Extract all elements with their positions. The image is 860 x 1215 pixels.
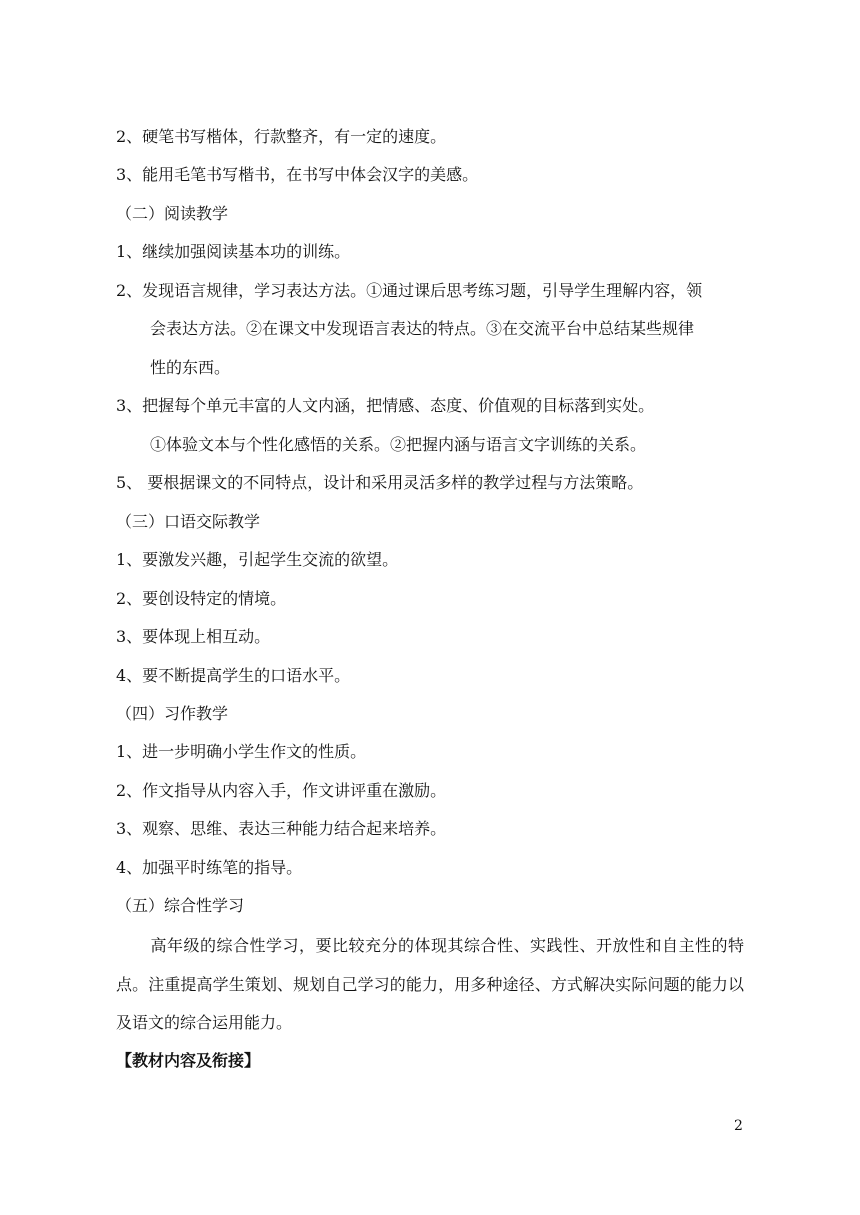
text-line: 1、继续加强阅读基本功的训练。 xyxy=(116,242,351,261)
text-line: 性的东西。 xyxy=(150,358,231,377)
text-line: 3、观察、思维、表达三种能力结合起来培养。 xyxy=(116,819,447,838)
text-line: 3、能用毛笔书写楷书，在书写中体会汉字的美感。 xyxy=(116,165,479,184)
section-heading: （三）口语交际教学 xyxy=(116,512,261,531)
section-heading: （四）习作教学 xyxy=(116,704,229,723)
page-number: 2 xyxy=(734,1118,743,1134)
text-line: 1、进一步明确小学生作文的性质。 xyxy=(116,742,367,761)
text-line: 4、要不断提高学生的口语水平。 xyxy=(116,666,351,685)
bold-heading: 【教材内容及衔接】 xyxy=(116,1051,261,1070)
text-line: 会表达方法。②在课文中发现语言表达的特点。③在交流平台中总结某些规律 xyxy=(150,319,695,338)
text-line: 5、 要根据课文的不同特点，设计和采用灵活多样的教学过程与方法策略。 xyxy=(116,473,644,492)
text-line: 4、加强平时练笔的指导。 xyxy=(116,858,303,877)
paragraph-text: 高年级的综合性学习，要比较充分的体现其综合性、实践性、开放性和自主性的特点。注重提高学生策划、规划自己学习的能力，用多种途径、方式解决实际问题的能力以及语文的综合运用能力。 xyxy=(116,936,744,1032)
text-line: 3、要体现上相互动。 xyxy=(116,627,271,646)
body-paragraph xyxy=(116,927,744,1043)
text-line: 2、要创设特定的情境。 xyxy=(116,589,287,608)
text-line: 2、作文指导从内容入手，作文讲评重在激励。 xyxy=(116,781,447,800)
section-heading: （五）综合性学习 xyxy=(116,896,245,915)
text-line: 1、要激发兴趣，引起学生交流的欲望。 xyxy=(116,550,399,569)
text-line: 2、硬笔书写楷体，行款整齐，有一定的速度。 xyxy=(116,127,447,146)
text-line: 2、发现语言规律，学习表达方法。①通过课后思考练习题，引导学生理解内容，领 xyxy=(116,281,703,300)
text-line: ①体验文本与个性化感悟的关系。②把握内涵与语言文字训练的关系。 xyxy=(150,435,647,454)
section-heading: （二）阅读教学 xyxy=(116,204,229,223)
text-line: 3、把握每个单元丰富的人文内涵，把情感、态度、价值观的目标落到实处。 xyxy=(116,396,655,415)
